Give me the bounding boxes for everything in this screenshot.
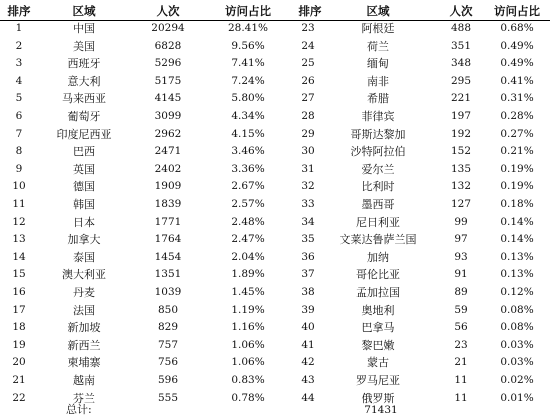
- count-cell: 127: [450, 198, 472, 210]
- table-row: [0, 161, 550, 178]
- rank-cell: 7: [15, 127, 23, 140]
- region-cell: 印度尼西亚: [56, 127, 112, 141]
- rank-cell: 21: [12, 374, 26, 386]
- count-cell: 132: [450, 180, 472, 193]
- region-cell: 文莱达鲁萨兰国: [339, 233, 417, 247]
- region-cell: 日本: [73, 215, 95, 229]
- region-cell: 越南: [73, 374, 95, 387]
- region-cell: 希腊: [367, 92, 389, 106]
- pct-cell: 0.27%: [500, 127, 534, 140]
- table-row: [0, 90, 550, 107]
- pct-cell: 0.08%: [500, 303, 534, 316]
- count-cell: 1839: [154, 198, 182, 210]
- region-cell: 巴西: [73, 145, 95, 159]
- pct-cell: 0.68%: [500, 22, 534, 34]
- header-pct-left: 访问占比: [225, 4, 271, 18]
- pct-cell: 2.47%: [231, 233, 265, 246]
- region-cell: 法国: [73, 303, 95, 317]
- count-cell: 1454: [154, 250, 182, 263]
- count-cell: 1351: [154, 268, 182, 281]
- pct-cell: 5.80%: [231, 92, 265, 105]
- pct-cell: 0.01%: [500, 391, 534, 404]
- count-cell: 152: [450, 145, 472, 158]
- table-row: [0, 372, 550, 389]
- table-row: [0, 337, 550, 354]
- header-region-left: 区域: [72, 4, 96, 18]
- count-cell: 5175: [154, 74, 182, 87]
- count-cell: 21: [454, 356, 468, 369]
- count-cell: 4145: [154, 92, 182, 105]
- count-cell: 1771: [154, 215, 182, 228]
- pct-cell: 0.08%: [500, 321, 534, 334]
- pct-cell: 0.03%: [500, 338, 534, 351]
- pct-cell: 1.89%: [231, 268, 265, 281]
- pct-cell: 9.56%: [231, 39, 265, 52]
- pct-cell: 1.45%: [231, 286, 265, 298]
- region-cell: 西班牙: [67, 57, 101, 71]
- count-cell: 596: [157, 374, 179, 386]
- count-cell: 11: [454, 391, 468, 404]
- region-cell: 马来西亚: [62, 92, 106, 106]
- rank-cell: 12: [12, 215, 26, 228]
- rank-cell: 43: [301, 374, 315, 386]
- count-cell: 295: [450, 74, 472, 87]
- rank-cell: 9: [15, 162, 23, 175]
- pct-cell: 1.06%: [231, 338, 265, 351]
- count-cell: 2962: [154, 127, 182, 140]
- count-cell: 89: [454, 286, 468, 298]
- count-cell: 135: [450, 162, 472, 175]
- pct-cell: 0.83%: [231, 374, 265, 386]
- pct-cell: 3.46%: [231, 145, 265, 158]
- pct-cell: 2.04%: [231, 250, 265, 263]
- table-row: [0, 231, 550, 248]
- rank-cell: 5: [15, 92, 23, 105]
- count-cell: 197: [450, 110, 472, 122]
- rank-cell: 39: [301, 303, 315, 316]
- pct-cell: 4.34%: [231, 110, 265, 122]
- rank-cell: 32: [301, 180, 315, 193]
- region-cell: 美国: [73, 39, 95, 53]
- header-rank-right: 排序: [298, 4, 322, 18]
- rank-cell: 8: [15, 145, 23, 158]
- rank-cell: 25: [301, 57, 315, 70]
- rank-cell: 2: [15, 39, 23, 52]
- rank-cell: 6: [15, 110, 23, 122]
- rank-cell: 17: [12, 303, 26, 316]
- count-cell: 850: [157, 303, 179, 316]
- table-row: [0, 354, 550, 371]
- region-cell: 沙特阿拉伯: [350, 145, 406, 159]
- count-cell: 23: [454, 338, 468, 351]
- region-cell: 罗马尼亚: [356, 374, 400, 387]
- pct-cell: 0.18%: [500, 198, 534, 210]
- pct-cell: 0.49%: [500, 57, 534, 70]
- region-cell: 墨西哥: [361, 198, 395, 211]
- region-cell: 爱尔兰: [361, 162, 395, 176]
- rank-cell: 28: [301, 110, 315, 122]
- table-row: [0, 302, 550, 319]
- count-cell: 192: [450, 127, 472, 140]
- region-cell: 加纳: [367, 250, 389, 264]
- pct-cell: 0.03%: [500, 356, 534, 369]
- table-row: [0, 284, 550, 301]
- rank-cell: 23: [301, 22, 315, 34]
- table-row: [0, 266, 550, 283]
- count-cell: 3099: [154, 110, 182, 122]
- rank-cell: 15: [12, 268, 26, 281]
- table-row: [0, 108, 550, 125]
- region-cell: 意大利: [67, 74, 101, 88]
- pct-cell: 0.14%: [500, 233, 534, 246]
- region-cell: 澳大利亚: [62, 268, 106, 282]
- rank-cell: 35: [301, 233, 315, 246]
- table-row: [0, 38, 550, 55]
- region-cell: 加拿大: [67, 233, 101, 247]
- pct-cell: 0.41%: [500, 74, 534, 87]
- count-cell: 829: [157, 321, 179, 334]
- count-cell: 11: [454, 374, 468, 386]
- table-row: [0, 214, 550, 231]
- pct-cell: 7.24%: [231, 74, 265, 87]
- rank-cell: 36: [301, 250, 315, 263]
- rank-cell: 3: [15, 57, 23, 70]
- region-cell: 孟加拉国: [356, 286, 400, 299]
- table-row: [0, 178, 550, 195]
- region-cell: 新西兰: [67, 338, 101, 352]
- count-cell: 555: [157, 391, 179, 404]
- pct-cell: 7.41%: [231, 57, 265, 70]
- count-cell: 91: [454, 268, 468, 281]
- rank-cell: 11: [12, 198, 26, 210]
- pct-cell: 0.28%: [500, 110, 534, 122]
- header-count-left: 人次: [156, 4, 180, 18]
- region-cell: 南非: [367, 74, 389, 88]
- rank-cell: 38: [301, 286, 315, 298]
- region-cell: 泰国: [73, 250, 95, 264]
- rank-cell: 14: [12, 250, 26, 263]
- region-cell: 芬兰: [73, 391, 95, 405]
- rank-cell: 13: [12, 233, 26, 246]
- region-cell: 比利时: [361, 180, 395, 194]
- rank-cell: 31: [301, 162, 315, 175]
- count-cell: 757: [157, 338, 179, 351]
- pct-cell: 0.02%: [500, 374, 534, 386]
- count-cell: 97: [454, 233, 468, 246]
- rank-cell: 41: [301, 338, 315, 351]
- header-count-right: 人次: [449, 4, 473, 18]
- pct-cell: 1.19%: [231, 303, 265, 316]
- rank-cell: 19: [12, 338, 26, 351]
- count-cell: 1909: [154, 180, 182, 193]
- pct-cell: 0.21%: [500, 145, 534, 158]
- region-cell: 阿根廷: [361, 22, 395, 35]
- rank-cell: 37: [301, 268, 315, 281]
- rank-cell: 4: [15, 74, 23, 87]
- pct-cell: 4.15%: [231, 127, 265, 140]
- pct-cell: 1.06%: [231, 356, 265, 369]
- table-row: [0, 249, 550, 266]
- total-label: 总计:: [66, 403, 92, 416]
- count-cell: 2402: [154, 162, 182, 175]
- pct-cell: 0.49%: [500, 39, 534, 52]
- rank-cell: 30: [301, 145, 315, 158]
- rank-cell: 16: [12, 286, 26, 298]
- header-region-right: 区域: [366, 4, 390, 18]
- count-cell: 20294: [151, 22, 185, 34]
- region-cell: 柬埔寨: [67, 356, 101, 370]
- region-cell: 蒙古: [367, 356, 389, 370]
- count-cell: 99: [454, 215, 468, 228]
- pct-cell: 0.13%: [500, 268, 534, 281]
- rank-cell: 44: [301, 391, 315, 404]
- region-cell: 黎巴嫩: [361, 338, 395, 352]
- pct-cell: 2.57%: [231, 198, 265, 210]
- total-value: 71431: [364, 404, 398, 416]
- rank-cell: 10: [12, 180, 26, 193]
- count-cell: 488: [450, 22, 472, 34]
- region-cell: 哥斯达黎加: [350, 127, 406, 141]
- count-cell: 756: [157, 356, 179, 369]
- region-cell: 菲律宾: [361, 110, 395, 123]
- region-cell: 荷兰: [367, 39, 389, 53]
- pct-cell: 2.67%: [231, 180, 265, 193]
- pct-cell: 0.78%: [231, 391, 265, 404]
- pct-cell: 0.19%: [500, 162, 534, 175]
- region-cell: 中国: [73, 22, 95, 35]
- count-cell: 351: [450, 39, 472, 52]
- count-cell: 93: [454, 250, 468, 263]
- count-cell: 1039: [154, 286, 182, 298]
- table-row: [0, 143, 550, 160]
- rank-cell: 24: [301, 39, 315, 52]
- region-cell: 韩国: [73, 198, 95, 211]
- pct-cell: 28.41%: [227, 22, 269, 34]
- region-cell: 哥伦比亚: [356, 268, 400, 282]
- rank-cell: 22: [12, 391, 26, 404]
- count-cell: 348: [450, 57, 472, 70]
- pct-cell: 0.31%: [500, 92, 534, 105]
- pct-cell: 2.48%: [231, 215, 265, 228]
- region-cell: 奥地利: [361, 303, 395, 317]
- pct-cell: 0.12%: [500, 286, 534, 298]
- region-cell: 德国: [73, 180, 95, 194]
- pct-cell: 0.19%: [500, 180, 534, 193]
- header-pct-right: 访问占比: [494, 4, 540, 18]
- table-row: [0, 55, 550, 72]
- rank-cell: 26: [301, 74, 315, 87]
- count-cell: 56: [454, 321, 468, 334]
- count-cell: 2471: [154, 145, 182, 158]
- pct-cell: 0.13%: [500, 250, 534, 263]
- table-row: [0, 319, 550, 336]
- table-row: [0, 20, 550, 37]
- header-rank-left: 排序: [7, 4, 31, 18]
- rank-cell: 40: [301, 321, 315, 334]
- count-cell: 1764: [154, 233, 182, 246]
- rank-cell: 33: [301, 198, 315, 210]
- count-cell: 221: [450, 92, 472, 105]
- region-cell: 尼日利亚: [356, 215, 400, 229]
- pct-cell: 1.16%: [231, 321, 265, 334]
- rank-cell: 1: [15, 22, 23, 34]
- pct-cell: 3.36%: [231, 162, 265, 175]
- region-cell: 丹麦: [73, 286, 95, 299]
- rank-cell: 18: [12, 321, 26, 334]
- pct-cell: 0.14%: [500, 215, 534, 228]
- table-row: [0, 126, 550, 143]
- region-cell: 新加坡: [67, 321, 101, 335]
- table-header: [0, 2, 550, 21]
- region-cell: 缅甸: [367, 57, 389, 71]
- count-cell: 59: [454, 303, 468, 316]
- count-cell: 6828: [154, 39, 182, 52]
- region-cell: 俄罗斯: [361, 391, 395, 405]
- rank-cell: 34: [301, 215, 315, 228]
- count-cell: 5296: [154, 57, 182, 70]
- region-cell: 巴拿马: [361, 321, 395, 335]
- table-row: [0, 73, 550, 90]
- rank-cell: 29: [301, 127, 315, 140]
- table-row: [0, 196, 550, 213]
- rank-cell: 42: [301, 356, 315, 369]
- rank-cell: 20: [12, 356, 26, 369]
- region-cell: 葡萄牙: [67, 110, 101, 123]
- rank-cell: 27: [301, 92, 315, 105]
- region-cell: 英国: [73, 162, 95, 176]
